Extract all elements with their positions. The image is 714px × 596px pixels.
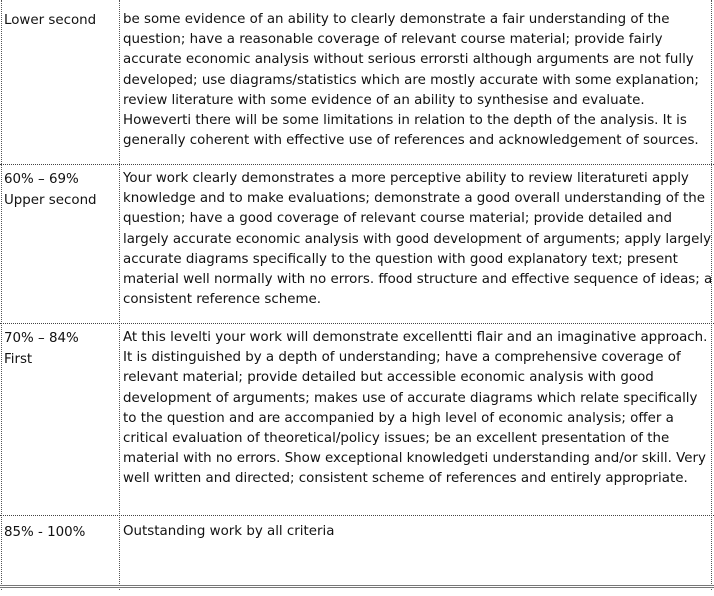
grade-range: 60% – 69% <box>4 172 79 187</box>
row-divider <box>0 323 714 324</box>
grade-cell <box>4 10 118 31</box>
grade-range: 70% – 84% <box>4 331 79 346</box>
description-cell: At this levelti your work will demonstrate excellentti flair and an imaginative approach. It is distinguished by a depth of understanding; have a comprehensive coverage of relevant material; provide detailed but accessible economic analysis with good development of arguments; makes use of accurate diagrams which relate specifically to the question and are accompanied by a high level of economic analysis; offer a critical evaluation of theoretical/policy issues; be an excellent presentation of the material with no errors. Show exceptional knowledgeti understanding and/or skill. Very well written and directed; consistent scheme of references and entirely appropriate. <box>123 330 708 487</box>
grade-cell <box>4 169 118 211</box>
column-divider <box>119 0 120 590</box>
grade-classification: Lower second <box>4 13 97 28</box>
grade-cell <box>4 522 118 543</box>
description-cell: Outstanding work by all criteria <box>123 524 335 539</box>
table-left-border <box>1 0 2 590</box>
description-cell: be some evidence of an ability to clearly demonstrate a fair understanding of the question; have a reasonable coverage of relevant course material; provide fairly accurate economic analysis without serious errorsti although arguments are not fully developed; use diagrams/statistics which are mostly accurate with some explanation; review literature with some evidence of an ability to synthesise and evaluate. Howeverti there will be some limitations in relation to the depth of the analysis. It is generally coherent with effective use of references and acknowledgement of sources. <box>123 12 699 149</box>
grade-classification: Upper second <box>4 193 97 208</box>
grade-cell <box>4 328 118 370</box>
row-divider <box>0 515 714 516</box>
grade-classification: First <box>4 352 33 367</box>
grade-range: 85% - 100% <box>4 525 86 540</box>
row-divider <box>0 164 714 165</box>
description-cell: Your work clearly demonstrates a more perceptive ability to review literatureti apply knowledge and to make evaluations; demonstrate a good overall understanding of the question; have a good coverage of relevant course material; provide detailed and largely accurate economic analysis with good development of arguments; apply largely accurate diagrams specifically to the question with good explanatory text; present material well normally with no errors. ffood structure and effective sequence of ideas; a consistent reference scheme. <box>123 171 713 308</box>
table-bottom-border <box>0 585 714 588</box>
